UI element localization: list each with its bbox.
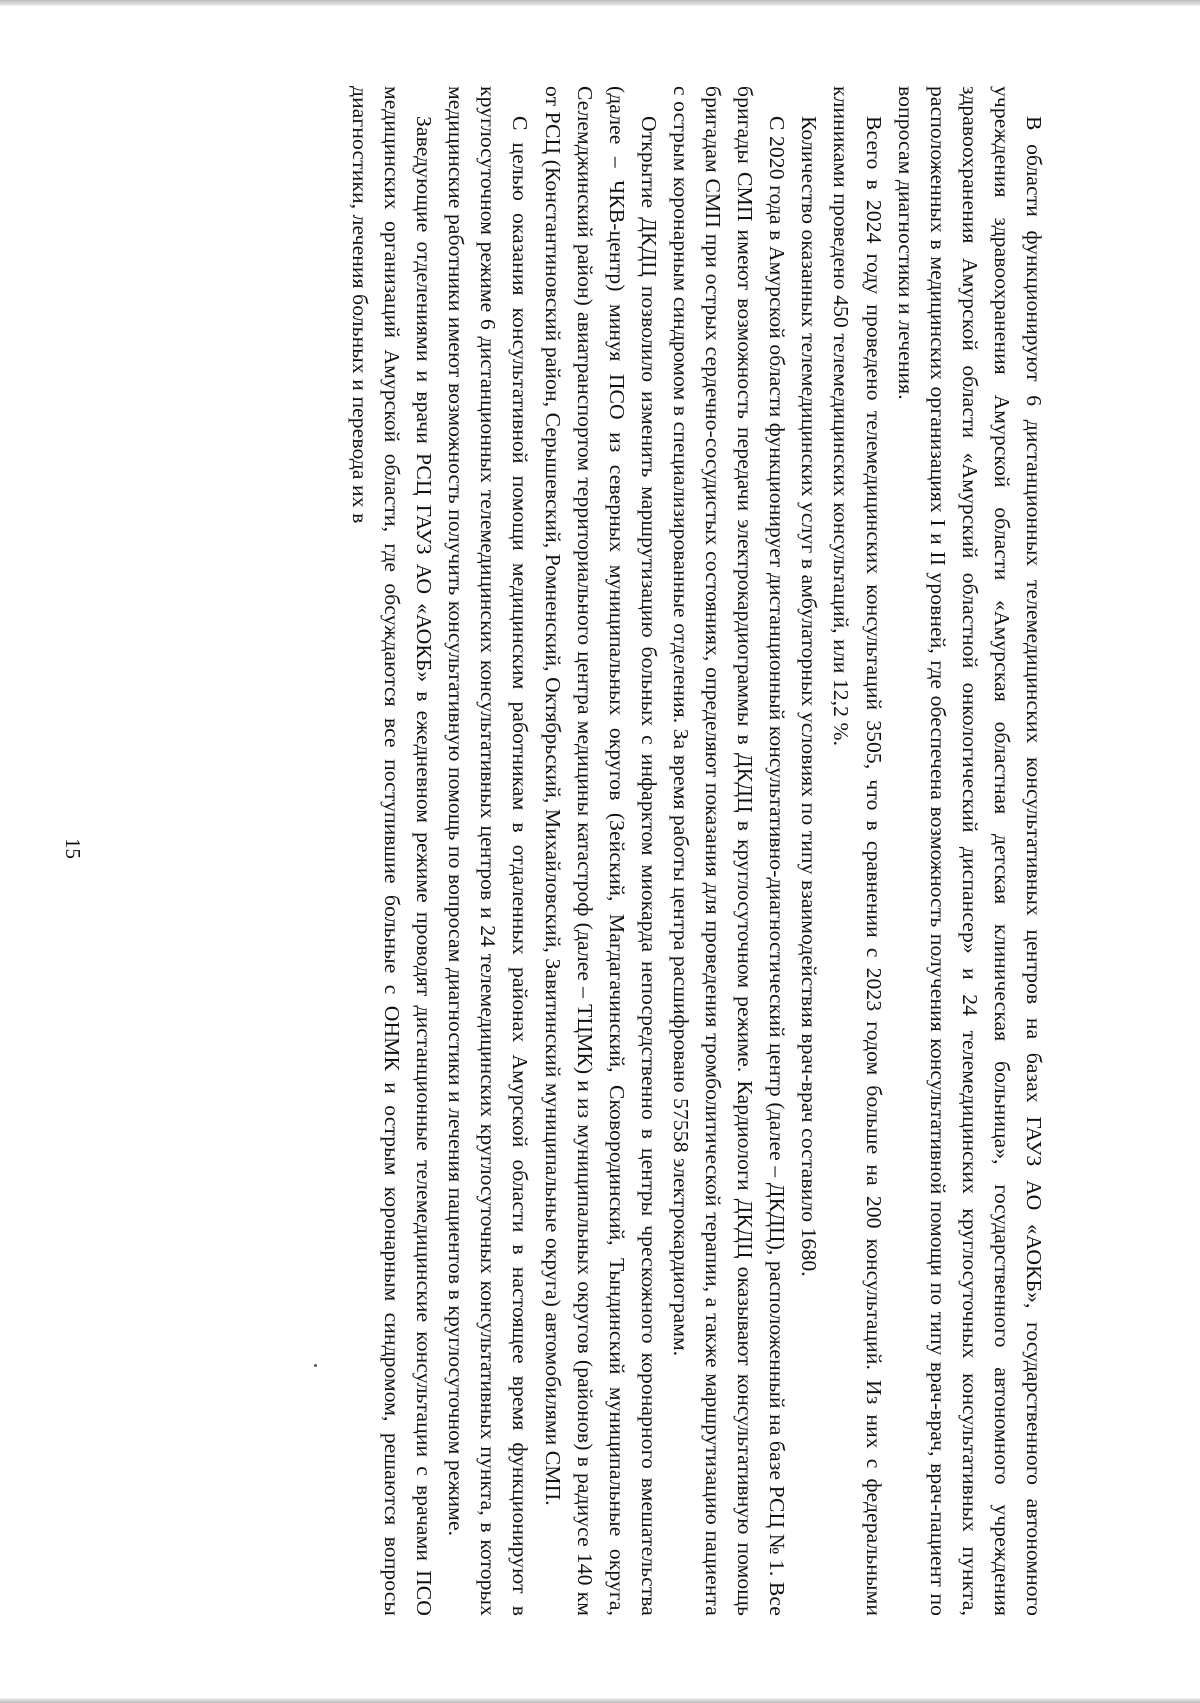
page-number: 15 (61, 838, 85, 859)
scan-edge-top (0, 0, 1200, 6)
paragraph-remote-consultation: С целью оказания консультативной помощи медицинским работникам в отдаленных районах Амурской области в настоящее время функционируют в круглосуточном режиме 6 дистанционных телемедицинских консультативных центров и 24 телемедицинских круглосуточных консультативных пункта, в которых медицинские работники имеют возможность получить консультативную помощь по вопросам диагностики и лечения пациентов в круглосуточном режиме. (444, 86, 533, 1616)
paragraph-daily-consultations: Заведующие отделениями и врачи РСЦ ГАУЗ АО «АОКБ» в ежедневном режиме проводят дистанционные телемедицинские консультации с врачами ПСО медицинских организаций Амурской области, где обсуждаются все поступившие больные с ОНМК и острым коронарным синдромом, решаются вопросы диагностики, лечения больных и перевода их в (348, 86, 437, 1616)
paragraph-outpatient-services: Количество оказанных телемедицинских услуг в амбулаторных условиях по типу взаимодействия врач-врач составило 1680. (797, 116, 822, 1277)
paragraph-telemedicine-centers: В области функционируют 6 дистанционных телемедицинских консультативных центров на базах ГАУЗ АО «АОКБ», государственного автономного учреждения здравоохранения Амурской области «Амурская областная детская клиническая больница», государственного автономного учреждения здравоохранения Амурской области «Амурский областной онкологический диспансер» и 24 телемедицинских круглосуточных консультативных пункта, расположенных в медицинских организациях I и II уровней, где обеспечена возможность получения консультативной помощи по типу врач-врач, врач-пациент по вопросам диагностики и лечения. (893, 86, 1046, 1616)
paragraph-consultations-total: Всего в 2024 году проведено телемедицинских консультаций 3505, что в сравнении с 2023 годом больше на 200 консультаций. Из них с федеральными клиниками проведено 450 телемедицинских консультаций, или 12,2 %. (829, 86, 886, 1616)
scan-edge-bottom (0, 1698, 1200, 1703)
scan-speck (314, 1364, 317, 1367)
document-body (150, 86, 1050, 1616)
paragraph-routing: Открытие ДКДЦ позволило изменить маршрутизацию больных с инфарктом миокарда непосредственно в центры чрескожного коронарного вмешательства (далее – ЧКВ-центр) минуя ПСО из северных муниципальных округов (Зейский, Магдагачинский, Сковородинский, Тындинский муниципальные округа, Селемджинский район) авиатранспортом территориального центра медицины катастроф (далее – ТЦМК) и из муниципальных округов (районов) в радиусе 140 км от РСЦ (Константиновский район, Серышевский, Ромненский, Октябрьский, Михайловский, Завитинский муниципальные округа) автомобилями СМП. (540, 86, 661, 1616)
paragraph-dkdc: С 2020 года в Амурской области функционирует дистанционный консультативно-диагностический центр (далее – ДКДЦ), расположенный на базе РСЦ № 1. Все бригады СМП имеют возможность передачи электрокардиограммы в ДКДЦ в круглосуточном режиме. Кардиологи ДКДЦ оказывают консультативную помощь бригадам СМП при острых сердечно-сосудистых состояниях, определяют показания для проведения тромболитической терапии, а также маршрутизацию пациента с острым коронарным синдромом в специализированные отделения. За время работы центра расшифровано 57558 электрокардиограмм. (668, 86, 790, 1616)
